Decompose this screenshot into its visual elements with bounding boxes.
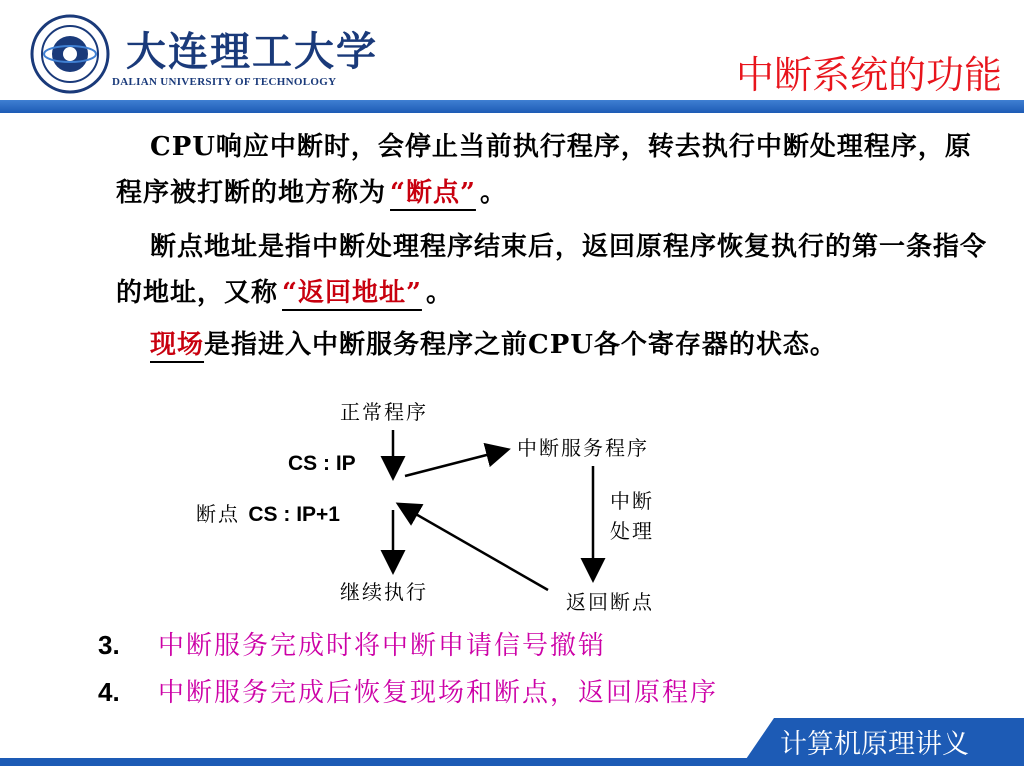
label-return-breakpoint: 返回断点 xyxy=(566,590,654,614)
label-continue-exec: 继续执行 xyxy=(340,580,428,604)
university-name-en: DALIAN UNIVERSITY OF TECHNOLOGY xyxy=(112,76,337,88)
label-processing-line1: 中断 xyxy=(610,489,654,513)
paragraph-text: 断点地址是指中断处理程序结束后，返回原程序恢复执行的第一条指令的地址，又称 xyxy=(116,232,988,308)
item-text: 中断服务完成后恢复现场和断点，返回原程序 xyxy=(158,678,719,708)
footer-label: 计算机原理讲义 xyxy=(780,729,969,760)
slide-title: 中断系统的功能 xyxy=(735,53,1002,97)
paragraph-text: CPU响应中断时，会停止当前执行程序，转去执行中断处理程序，原程序被打断的地方称为 xyxy=(116,132,972,208)
highlight-term: 现场 xyxy=(150,330,205,360)
label-normal-program: 正常程序 xyxy=(340,400,428,424)
arrow-to-service xyxy=(405,450,506,476)
paragraph-text: 。 xyxy=(479,178,507,208)
label-cs-ip: CS : IP xyxy=(288,452,356,475)
university-name-cn: 大连理工大学 xyxy=(126,28,378,75)
list-item xyxy=(98,625,606,662)
label-processing-line2: 处理 xyxy=(610,519,654,543)
paragraph-text: 。 xyxy=(425,278,453,308)
highlight-term: “返回地址” xyxy=(282,278,422,308)
item-number: 4. xyxy=(98,677,120,707)
label-breakpoint-prefix: 断点 xyxy=(196,502,240,526)
highlight-term: “断点” xyxy=(390,178,476,208)
label-cs-ip-plus: CS : IP+1 xyxy=(248,503,340,526)
label-breakpoint xyxy=(196,498,340,527)
label-service-routine: 中断服务程序 xyxy=(517,436,649,460)
list-item xyxy=(98,672,718,709)
item-text: 中断服务完成时将中断申请信号撤销 xyxy=(158,631,607,661)
paragraph-text: 是指进入中断服务程序之前CPU各个寄存器的状态。 xyxy=(204,330,837,360)
item-number: 3. xyxy=(98,630,120,660)
label-interrupt-processing xyxy=(610,486,654,546)
